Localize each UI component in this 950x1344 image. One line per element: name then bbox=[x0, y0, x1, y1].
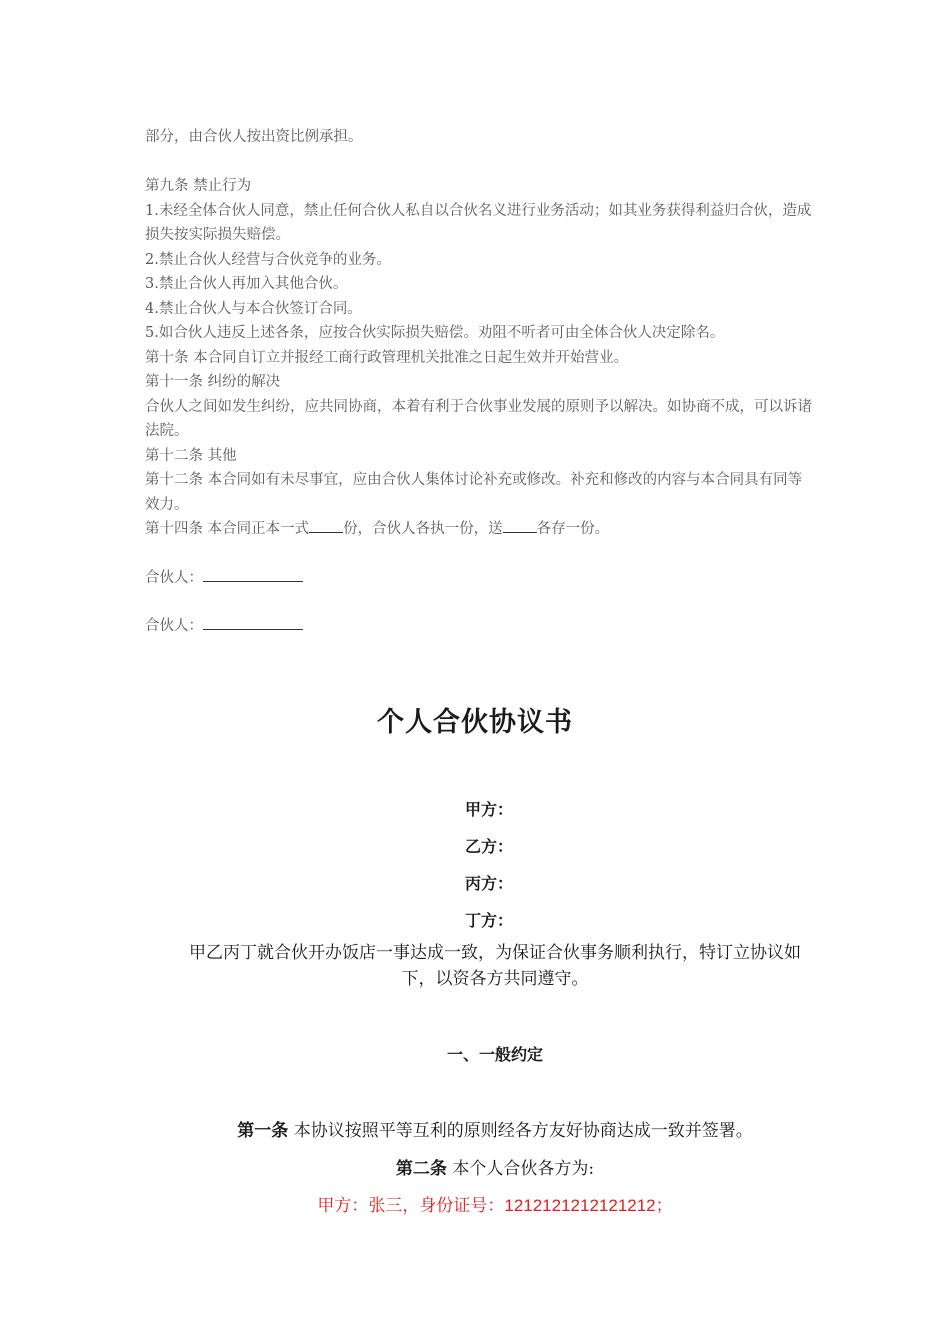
article9-item-1: 1.未经全体合伙人同意，禁止任何合伙人私自以合伙名义进行业务活动；如其业务获得利益归合伙，造成损失按实际损失赔偿。 bbox=[145, 202, 812, 243]
article-1-label: 第一条 bbox=[237, 1121, 289, 1141]
article14 bbox=[145, 517, 815, 542]
article9-heading: 第九条 禁止行为 bbox=[145, 178, 252, 194]
article-2 bbox=[0, 1154, 950, 1179]
party-d-label: 丁方： bbox=[465, 911, 514, 930]
article9-item-5: 5.如合伙人违反上述各条，应按合伙实际损失赔偿。劝阻不听者可由全体合伙人决定除名。 bbox=[145, 325, 725, 341]
article-2-text: 本个人合伙各方为: bbox=[446, 1159, 595, 1179]
signature-blank-2 bbox=[203, 615, 303, 630]
signature-label-1: 合伙人： bbox=[145, 569, 203, 586]
party-b-label: 乙方： bbox=[465, 837, 514, 856]
continuation-line: 部分，由合伙人按出资比例承担。 bbox=[145, 129, 363, 145]
article-2-label: 第二条 bbox=[395, 1159, 447, 1179]
article10: 第十条 本合同自订立并报经工商行政管理机关批准之日起生效并开始营业。 bbox=[145, 349, 629, 366]
recipient-blank bbox=[503, 518, 537, 533]
party-a-prefix: 甲方：张三，身份证号： bbox=[317, 1196, 505, 1216]
article9-item-4: 4.禁止合伙人与本合伙签订合同。 bbox=[145, 300, 362, 317]
page-title: 个人合伙协议书 bbox=[377, 707, 573, 738]
article-1 bbox=[0, 1116, 950, 1141]
party-a-suffix: ； bbox=[655, 1196, 673, 1216]
section-heading: 一、一般约定 bbox=[446, 1045, 543, 1064]
article9-item-2: 2.禁止合伙人经营与合伙竞争的业务。 bbox=[145, 251, 391, 268]
article14-part1: 第十四条 本合同正本一式 bbox=[145, 521, 310, 537]
party-a-label: 甲方： bbox=[465, 800, 514, 819]
signature-label-2: 合伙人： bbox=[145, 618, 203, 634]
signature-line-2 bbox=[145, 614, 815, 639]
copies-blank bbox=[309, 518, 343, 533]
signature-blank-1 bbox=[203, 567, 303, 582]
signature-line-1 bbox=[145, 566, 815, 591]
party-c-label: 丙方： bbox=[465, 874, 514, 893]
article9-item-3: 3.禁止合伙人再加入其他合伙。 bbox=[145, 276, 348, 292]
article11-heading: 第十一条 纠纷的解决 bbox=[145, 374, 281, 390]
article11-text: 合伙人之间如发生纠纷，应共同协商，本着有利于合伙事业发展的原则予以解决。如协商不成，可以诉诸法院。 bbox=[145, 398, 812, 439]
article14-part2: 份，合伙人各执一份，送 bbox=[343, 521, 503, 537]
article12-heading: 第十二条 其他 bbox=[145, 447, 237, 464]
intro-paragraph: 甲乙丙丁就合伙开办饭店一事达成一致，为保证合伙事务顺利执行，特订立协议如下，以资各方共同遵守。 bbox=[189, 943, 801, 989]
article12-text: 第十二条 本合同如有未尽事宜，应由合伙人集体讨论补充或修改。补充和修改的内容与本合同具有同等效力。 bbox=[145, 472, 803, 513]
party-a-detail bbox=[0, 1191, 950, 1216]
article14-part3: 各存一份。 bbox=[536, 521, 610, 537]
article-1-text: 本协议按照平等互利的原则经各方友好协商达成一致并签署。 bbox=[288, 1121, 753, 1141]
party-a-id: 1212121212121212 bbox=[504, 1196, 656, 1215]
previous-page-text bbox=[145, 125, 815, 639]
